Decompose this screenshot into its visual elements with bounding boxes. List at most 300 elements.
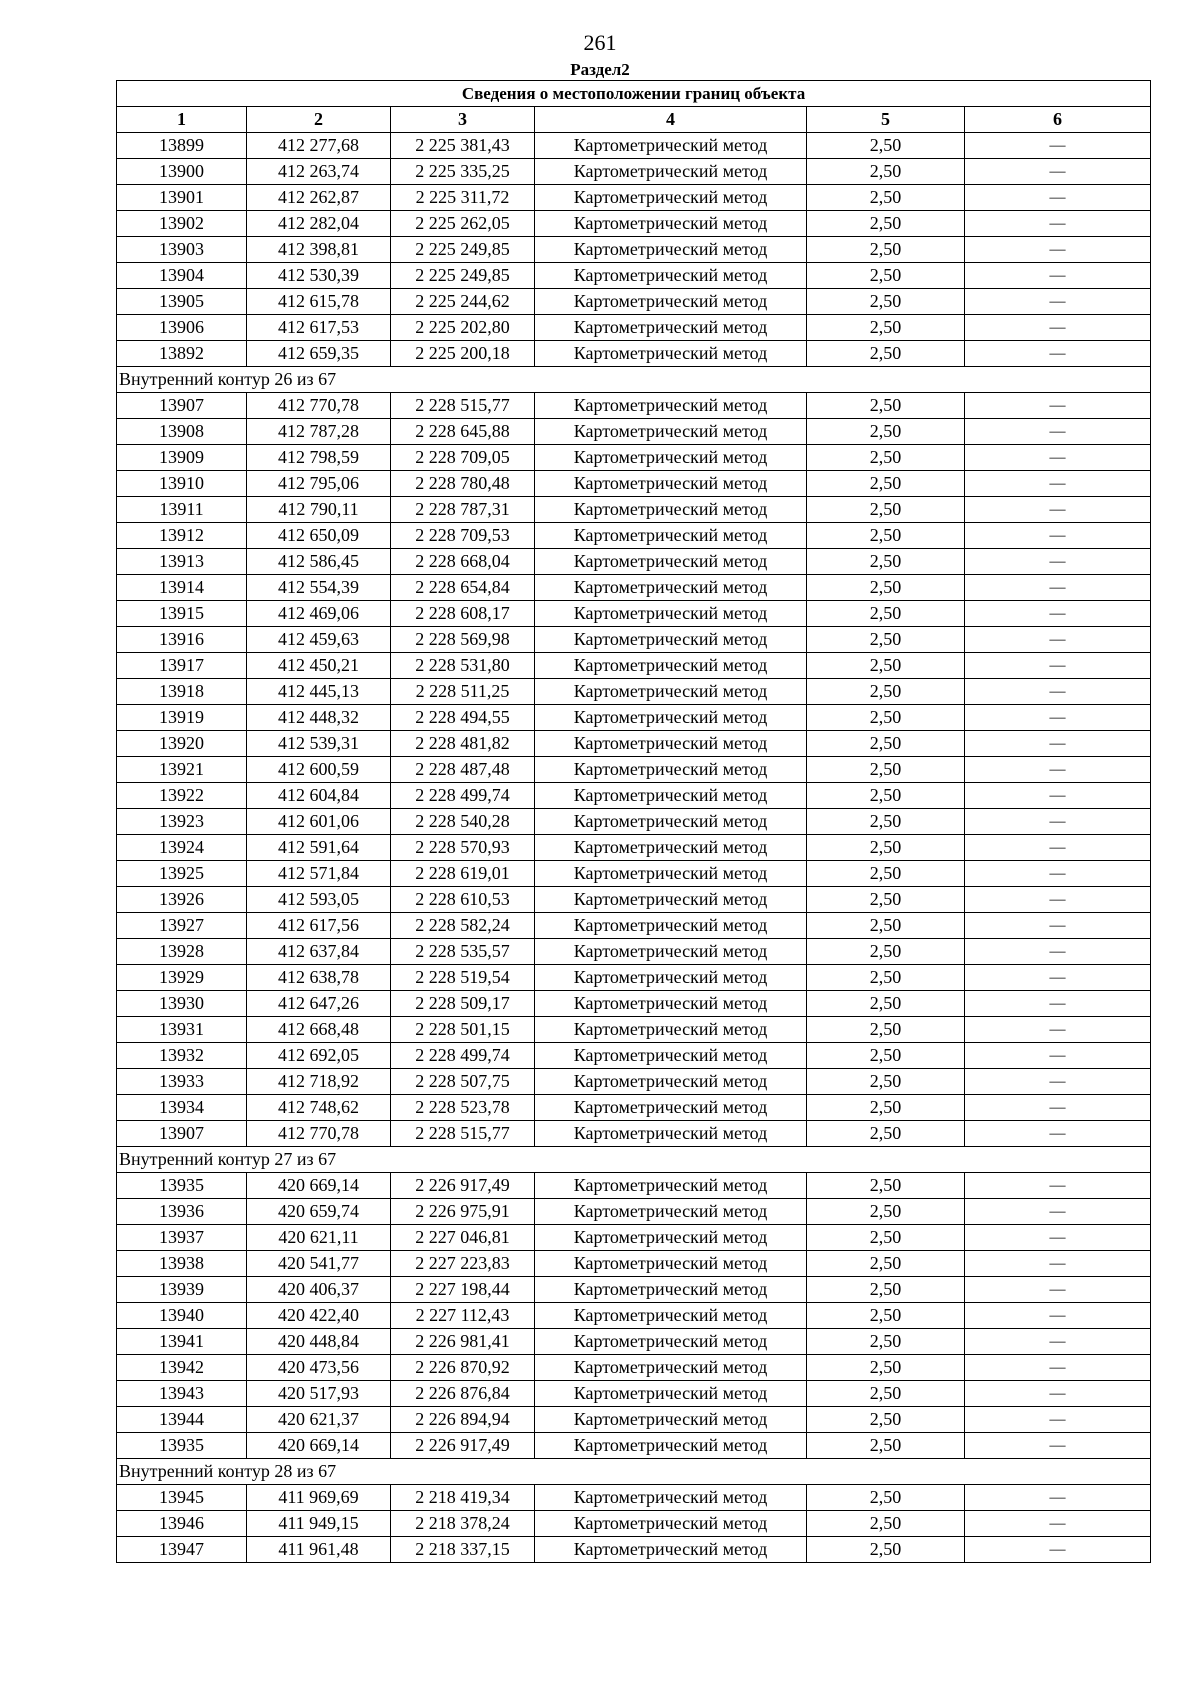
accuracy-cell: 2,50 [807, 1407, 965, 1433]
y-coordinate-cell: 2 227 112,43 [391, 1303, 535, 1329]
accuracy-cell: 2,50 [807, 523, 965, 549]
table-row [117, 939, 1151, 965]
method-cell: Картометрический метод [535, 1017, 807, 1043]
accuracy-cell: 2,50 [807, 549, 965, 575]
table-row [117, 419, 1151, 445]
method-cell: Картометрический метод [535, 653, 807, 679]
accuracy-cell: 2,50 [807, 237, 965, 263]
point-number-cell: 13922 [117, 783, 247, 809]
point-number-cell: 13931 [117, 1017, 247, 1043]
description-cell: — [965, 497, 1151, 523]
point-number-cell: 13947 [117, 1537, 247, 1563]
x-coordinate-cell: 412 647,26 [247, 991, 391, 1017]
method-cell: Картометрический метод [535, 1251, 807, 1277]
accuracy-cell: 2,50 [807, 627, 965, 653]
x-coordinate-cell: 412 770,78 [247, 1121, 391, 1147]
y-coordinate-cell: 2 228 515,77 [391, 393, 535, 419]
column-number: 6 [965, 107, 1151, 133]
description-cell: — [965, 731, 1151, 757]
table-row [117, 887, 1151, 913]
description-cell: — [965, 471, 1151, 497]
method-cell: Картометрический метод [535, 393, 807, 419]
x-coordinate-cell: 412 617,56 [247, 913, 391, 939]
table-row [117, 1069, 1151, 1095]
method-cell: Картометрический метод [535, 1277, 807, 1303]
accuracy-cell: 2,50 [807, 341, 965, 367]
y-coordinate-cell: 2 228 523,78 [391, 1095, 535, 1121]
accuracy-cell: 2,50 [807, 991, 965, 1017]
accuracy-cell: 2,50 [807, 1381, 965, 1407]
table-row [117, 549, 1151, 575]
description-cell: — [965, 887, 1151, 913]
point-number-cell: 13913 [117, 549, 247, 575]
accuracy-cell: 2,50 [807, 185, 965, 211]
y-coordinate-cell: 2 228 709,53 [391, 523, 535, 549]
accuracy-cell: 2,50 [807, 809, 965, 835]
method-cell: Картометрический метод [535, 991, 807, 1017]
x-coordinate-cell: 412 615,78 [247, 289, 391, 315]
column-number: 3 [391, 107, 535, 133]
point-number-cell: 13917 [117, 653, 247, 679]
table-row [117, 1511, 1151, 1537]
point-number-cell: 13919 [117, 705, 247, 731]
y-coordinate-cell: 2 226 894,94 [391, 1407, 535, 1433]
method-cell: Картометрический метод [535, 1433, 807, 1459]
point-number-cell: 13943 [117, 1381, 247, 1407]
description-cell: — [965, 1017, 1151, 1043]
accuracy-cell: 2,50 [807, 575, 965, 601]
x-coordinate-cell: 412 586,45 [247, 549, 391, 575]
point-number-cell: 13926 [117, 887, 247, 913]
table-row [117, 1199, 1151, 1225]
y-coordinate-cell: 2 228 645,88 [391, 419, 535, 445]
point-number-cell: 13920 [117, 731, 247, 757]
column-number: 2 [247, 107, 391, 133]
table-row [117, 1277, 1151, 1303]
method-cell: Картометрический метод [535, 705, 807, 731]
method-cell: Картометрический метод [535, 861, 807, 887]
point-number-cell: 13945 [117, 1485, 247, 1511]
accuracy-cell: 2,50 [807, 471, 965, 497]
point-number-cell: 13907 [117, 393, 247, 419]
accuracy-cell: 2,50 [807, 731, 965, 757]
description-cell: — [965, 445, 1151, 471]
method-cell: Картометрический метод [535, 913, 807, 939]
accuracy-cell: 2,50 [807, 1485, 965, 1511]
table-row [117, 315, 1151, 341]
description-cell: — [965, 835, 1151, 861]
description-cell: — [965, 679, 1151, 705]
accuracy-cell: 2,50 [807, 783, 965, 809]
table-row [117, 1121, 1151, 1147]
y-coordinate-cell: 2 228 509,17 [391, 991, 535, 1017]
method-cell: Картометрический метод [535, 601, 807, 627]
description-cell: — [965, 575, 1151, 601]
description-cell: — [965, 653, 1151, 679]
point-number-cell: 13928 [117, 939, 247, 965]
method-cell: Картометрический метод [535, 1537, 807, 1563]
description-cell: — [965, 1277, 1151, 1303]
point-number-cell: 13915 [117, 601, 247, 627]
method-cell: Картометрический метод [535, 809, 807, 835]
table-row [117, 1251, 1151, 1277]
description-cell: — [965, 523, 1151, 549]
accuracy-cell: 2,50 [807, 939, 965, 965]
description-cell: — [965, 1329, 1151, 1355]
contour-label: Внутренний контур 26 из 67 [117, 367, 1151, 393]
column-number: 1 [117, 107, 247, 133]
y-coordinate-cell: 2 227 046,81 [391, 1225, 535, 1251]
table-row [117, 1303, 1151, 1329]
y-coordinate-cell: 2 228 569,98 [391, 627, 535, 653]
point-number-cell: 13912 [117, 523, 247, 549]
accuracy-cell: 2,50 [807, 133, 965, 159]
description-cell: — [965, 1381, 1151, 1407]
point-number-cell: 13939 [117, 1277, 247, 1303]
method-cell: Картометрический метод [535, 159, 807, 185]
x-coordinate-cell: 420 517,93 [247, 1381, 391, 1407]
method-cell: Картометрический метод [535, 289, 807, 315]
point-number-cell: 13914 [117, 575, 247, 601]
y-coordinate-cell: 2 226 975,91 [391, 1199, 535, 1225]
y-coordinate-cell: 2 228 511,25 [391, 679, 535, 705]
table-caption: Сведения о местоположении границ объекта [117, 81, 1151, 107]
table-row [117, 809, 1151, 835]
table-row [117, 1407, 1151, 1433]
y-coordinate-cell: 2 226 870,92 [391, 1355, 535, 1381]
column-number: 4 [535, 107, 807, 133]
point-number-cell: 13909 [117, 445, 247, 471]
y-coordinate-cell: 2 218 419,34 [391, 1485, 535, 1511]
method-cell: Картометрический метод [535, 185, 807, 211]
y-coordinate-cell: 2 228 709,05 [391, 445, 535, 471]
x-coordinate-cell: 412 795,06 [247, 471, 391, 497]
table-row [117, 159, 1151, 185]
description-cell: — [965, 1069, 1151, 1095]
x-coordinate-cell: 412 530,39 [247, 263, 391, 289]
y-coordinate-cell: 2 226 981,41 [391, 1329, 535, 1355]
x-coordinate-cell: 412 398,81 [247, 237, 391, 263]
description-cell: — [965, 965, 1151, 991]
point-number-cell: 13905 [117, 289, 247, 315]
point-number-cell: 13925 [117, 861, 247, 887]
method-cell: Картометрический метод [535, 757, 807, 783]
accuracy-cell: 2,50 [807, 289, 965, 315]
description-cell: — [965, 1485, 1151, 1511]
y-coordinate-cell: 2 228 535,57 [391, 939, 535, 965]
table-row [117, 393, 1151, 419]
method-cell: Картометрический метод [535, 263, 807, 289]
page-number: 261 [583, 30, 617, 55]
method-cell: Картометрический метод [535, 965, 807, 991]
section-title: Раздел2 [570, 60, 630, 79]
description-cell: — [965, 1121, 1151, 1147]
description-cell: — [965, 1355, 1151, 1381]
x-coordinate-cell: 412 718,92 [247, 1069, 391, 1095]
description-cell: — [965, 783, 1151, 809]
y-coordinate-cell: 2 228 507,75 [391, 1069, 535, 1095]
accuracy-cell: 2,50 [807, 1251, 965, 1277]
y-coordinate-cell: 2 228 610,53 [391, 887, 535, 913]
description-cell: — [965, 549, 1151, 575]
table-row [117, 913, 1151, 939]
point-number-cell: 13938 [117, 1251, 247, 1277]
y-coordinate-cell: 2 228 531,80 [391, 653, 535, 679]
accuracy-cell: 2,50 [807, 913, 965, 939]
method-cell: Картометрический метод [535, 887, 807, 913]
point-number-cell: 13911 [117, 497, 247, 523]
x-coordinate-cell: 420 669,14 [247, 1433, 391, 1459]
method-cell: Картометрический метод [535, 1329, 807, 1355]
y-coordinate-cell: 2 225 244,62 [391, 289, 535, 315]
description-cell: — [965, 1199, 1151, 1225]
method-cell: Картометрический метод [535, 1095, 807, 1121]
x-coordinate-cell: 412 282,04 [247, 211, 391, 237]
accuracy-cell: 2,50 [807, 445, 965, 471]
accuracy-cell: 2,50 [807, 1069, 965, 1095]
y-coordinate-cell: 2 225 200,18 [391, 341, 535, 367]
accuracy-cell: 2,50 [807, 1173, 965, 1199]
point-number-cell: 13932 [117, 1043, 247, 1069]
x-coordinate-cell: 412 593,05 [247, 887, 391, 913]
x-coordinate-cell: 412 571,84 [247, 861, 391, 887]
point-number-cell: 13944 [117, 1407, 247, 1433]
x-coordinate-cell: 412 748,62 [247, 1095, 391, 1121]
x-coordinate-cell: 411 949,15 [247, 1511, 391, 1537]
x-coordinate-cell: 412 787,28 [247, 419, 391, 445]
table-row [117, 1329, 1151, 1355]
table-row [117, 835, 1151, 861]
y-coordinate-cell: 2 228 487,48 [391, 757, 535, 783]
accuracy-cell: 2,50 [807, 1043, 965, 1069]
point-number-cell: 13908 [117, 419, 247, 445]
accuracy-cell: 2,50 [807, 1303, 965, 1329]
table-row [117, 211, 1151, 237]
table-row [117, 731, 1151, 757]
point-number-cell: 13901 [117, 185, 247, 211]
point-number-cell: 13946 [117, 1511, 247, 1537]
method-cell: Картометрический метод [535, 1121, 807, 1147]
x-coordinate-cell: 412 600,59 [247, 757, 391, 783]
accuracy-cell: 2,50 [807, 705, 965, 731]
x-coordinate-cell: 412 469,06 [247, 601, 391, 627]
accuracy-cell: 2,50 [807, 601, 965, 627]
x-coordinate-cell: 412 601,06 [247, 809, 391, 835]
description-cell: — [965, 1433, 1151, 1459]
y-coordinate-cell: 2 226 917,49 [391, 1433, 535, 1459]
accuracy-cell: 2,50 [807, 497, 965, 523]
x-coordinate-cell: 420 669,14 [247, 1173, 391, 1199]
accuracy-cell: 2,50 [807, 1277, 965, 1303]
y-coordinate-cell: 2 227 223,83 [391, 1251, 535, 1277]
table-row [117, 1017, 1151, 1043]
method-cell: Картометрический метод [535, 1069, 807, 1095]
x-coordinate-cell: 412 539,31 [247, 731, 391, 757]
point-number-cell: 13930 [117, 991, 247, 1017]
point-number-cell: 13906 [117, 315, 247, 341]
method-cell: Картометрический метод [535, 1511, 807, 1537]
table-row [117, 1095, 1151, 1121]
method-cell: Картометрический метод [535, 523, 807, 549]
method-cell: Картометрический метод [535, 1043, 807, 1069]
description-cell: — [965, 913, 1151, 939]
table-row [117, 1537, 1151, 1563]
table-row [117, 653, 1151, 679]
table-row [117, 523, 1151, 549]
point-number-cell: 13899 [117, 133, 247, 159]
point-number-cell: 13907 [117, 1121, 247, 1147]
table-row [117, 471, 1151, 497]
x-coordinate-cell: 420 621,37 [247, 1407, 391, 1433]
y-coordinate-cell: 2 228 668,04 [391, 549, 535, 575]
method-cell: Картометрический метод [535, 1485, 807, 1511]
x-coordinate-cell: 412 659,35 [247, 341, 391, 367]
table-row [117, 705, 1151, 731]
description-cell: — [965, 757, 1151, 783]
table-row [117, 1173, 1151, 1199]
point-number-cell: 13904 [117, 263, 247, 289]
y-coordinate-cell: 2 228 499,74 [391, 783, 535, 809]
accuracy-cell: 2,50 [807, 757, 965, 783]
x-coordinate-cell: 420 448,84 [247, 1329, 391, 1355]
description-cell: — [965, 991, 1151, 1017]
method-cell: Картометрический метод [535, 471, 807, 497]
accuracy-cell: 2,50 [807, 1511, 965, 1537]
table-row [117, 965, 1151, 991]
point-number-cell: 13942 [117, 1355, 247, 1381]
contour-label: Внутренний контур 27 из 67 [117, 1147, 1151, 1173]
x-coordinate-cell: 412 448,32 [247, 705, 391, 731]
accuracy-cell: 2,50 [807, 679, 965, 705]
contour-header-row [117, 1459, 1151, 1485]
y-coordinate-cell: 2 226 917,49 [391, 1173, 535, 1199]
method-cell: Картометрический метод [535, 679, 807, 705]
method-cell: Картометрический метод [535, 1225, 807, 1251]
description-cell: — [965, 627, 1151, 653]
y-coordinate-cell: 2 225 249,85 [391, 237, 535, 263]
point-number-cell: 13935 [117, 1433, 247, 1459]
description-cell: — [965, 1303, 1151, 1329]
accuracy-cell: 2,50 [807, 1537, 965, 1563]
column-number: 5 [807, 107, 965, 133]
description-cell: — [965, 1511, 1151, 1537]
point-number-cell: 13918 [117, 679, 247, 705]
method-cell: Картометрический метод [535, 237, 807, 263]
table-caption-row [117, 81, 1151, 107]
y-coordinate-cell: 2 225 381,43 [391, 133, 535, 159]
y-coordinate-cell: 2 225 335,25 [391, 159, 535, 185]
table-row [117, 679, 1151, 705]
x-coordinate-cell: 412 277,68 [247, 133, 391, 159]
table-row [117, 991, 1151, 1017]
description-cell: — [965, 133, 1151, 159]
method-cell: Картометрический метод [535, 939, 807, 965]
contour-header-row [117, 1147, 1151, 1173]
y-coordinate-cell: 2 228 619,01 [391, 861, 535, 887]
method-cell: Картометрический метод [535, 549, 807, 575]
accuracy-cell: 2,50 [807, 1095, 965, 1121]
accuracy-cell: 2,50 [807, 653, 965, 679]
description-cell: — [965, 263, 1151, 289]
description-cell: — [965, 809, 1151, 835]
table-row [117, 341, 1151, 367]
point-number-cell: 13927 [117, 913, 247, 939]
description-cell: — [965, 1043, 1151, 1069]
method-cell: Картометрический метод [535, 497, 807, 523]
point-number-cell: 13916 [117, 627, 247, 653]
method-cell: Картометрический метод [535, 731, 807, 757]
point-number-cell: 13900 [117, 159, 247, 185]
accuracy-cell: 2,50 [807, 393, 965, 419]
y-coordinate-cell: 2 228 515,77 [391, 1121, 535, 1147]
description-cell: — [965, 237, 1151, 263]
description-cell: — [965, 1225, 1151, 1251]
method-cell: Картометрический метод [535, 1199, 807, 1225]
x-coordinate-cell: 411 969,69 [247, 1485, 391, 1511]
x-coordinate-cell: 420 422,40 [247, 1303, 391, 1329]
contour-label: Внутренний контур 28 из 67 [117, 1459, 1151, 1485]
accuracy-cell: 2,50 [807, 1225, 965, 1251]
x-coordinate-cell: 412 459,63 [247, 627, 391, 653]
method-cell: Картометрический метод [535, 419, 807, 445]
point-number-cell: 13910 [117, 471, 247, 497]
method-cell: Картометрический метод [535, 783, 807, 809]
method-cell: Картометрический метод [535, 835, 807, 861]
y-coordinate-cell: 2 228 519,54 [391, 965, 535, 991]
accuracy-cell: 2,50 [807, 159, 965, 185]
description-cell: — [965, 393, 1151, 419]
y-coordinate-cell: 2 226 876,84 [391, 1381, 535, 1407]
point-number-cell: 13933 [117, 1069, 247, 1095]
table-row [117, 445, 1151, 471]
contour-header-row [117, 367, 1151, 393]
x-coordinate-cell: 412 798,59 [247, 445, 391, 471]
table-row [117, 757, 1151, 783]
y-coordinate-cell: 2 228 780,48 [391, 471, 535, 497]
table-row [117, 1225, 1151, 1251]
table-row [117, 237, 1151, 263]
table-row [117, 1381, 1151, 1407]
x-coordinate-cell: 412 604,84 [247, 783, 391, 809]
y-coordinate-cell: 2 218 337,15 [391, 1537, 535, 1563]
table-row [117, 861, 1151, 887]
y-coordinate-cell: 2 225 202,80 [391, 315, 535, 341]
point-number-cell: 13937 [117, 1225, 247, 1251]
method-cell: Картометрический метод [535, 1303, 807, 1329]
y-coordinate-cell: 2 228 787,31 [391, 497, 535, 523]
y-coordinate-cell: 2 225 262,05 [391, 211, 535, 237]
y-coordinate-cell: 2 228 481,82 [391, 731, 535, 757]
boundary-coordinates-table [116, 80, 1151, 1563]
method-cell: Картометрический метод [535, 1407, 807, 1433]
x-coordinate-cell: 412 617,53 [247, 315, 391, 341]
accuracy-cell: 2,50 [807, 1433, 965, 1459]
y-coordinate-cell: 2 228 494,55 [391, 705, 535, 731]
method-cell: Картометрический метод [535, 1355, 807, 1381]
description-cell: — [965, 1407, 1151, 1433]
description-cell: — [965, 1251, 1151, 1277]
y-coordinate-cell: 2 228 570,93 [391, 835, 535, 861]
y-coordinate-cell: 2 228 499,74 [391, 1043, 535, 1069]
table-row [117, 1485, 1151, 1511]
accuracy-cell: 2,50 [807, 211, 965, 237]
point-number-cell: 13902 [117, 211, 247, 237]
method-cell: Картометрический метод [535, 211, 807, 237]
y-coordinate-cell: 2 227 198,44 [391, 1277, 535, 1303]
point-number-cell: 13936 [117, 1199, 247, 1225]
table-row [117, 1433, 1151, 1459]
accuracy-cell: 2,50 [807, 1017, 965, 1043]
